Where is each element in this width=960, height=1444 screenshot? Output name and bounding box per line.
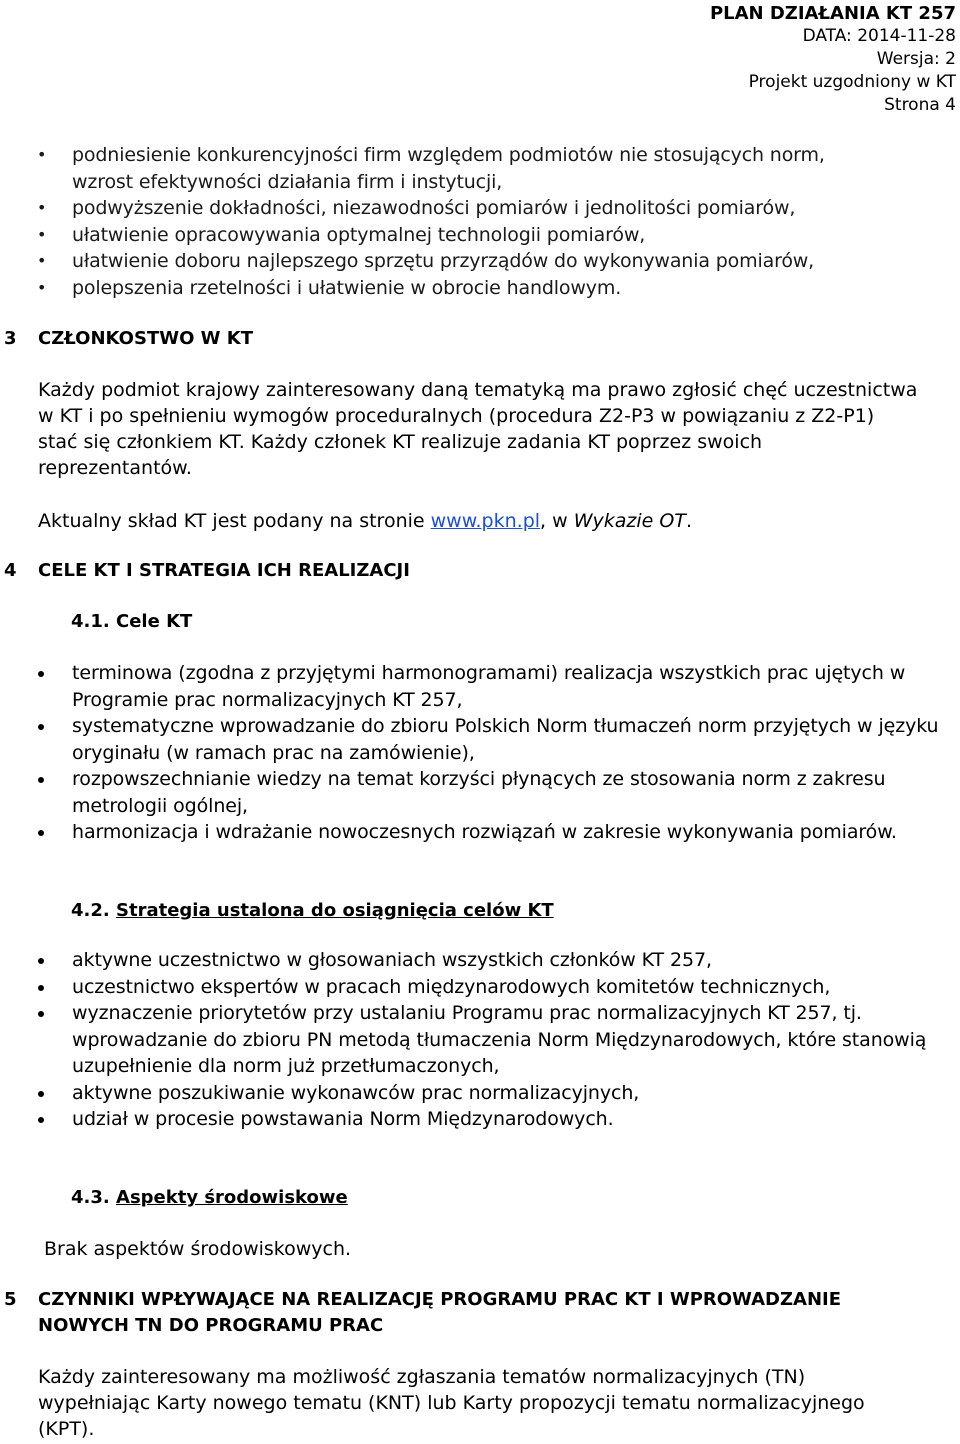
page-header: [710, 2, 956, 117]
list-item: aktywne poszukiwanie wykonawców prac normalizacyjnych,: [36, 1080, 946, 1107]
list-item: rozpowszechnianie wiedzy na temat korzyści płynących ze stosowania norm z zakresu metrologii ogólnej,: [36, 766, 946, 819]
list-item: wzrost efektywności działania firm i instytucji,: [72, 170, 503, 193]
subsection-number: 4.1.: [71, 611, 110, 632]
section-4-heading: [4, 558, 410, 584]
section-number: 5: [4, 1289, 17, 1310]
subsection-title: Aspekty środowiskowe: [116, 1187, 348, 1208]
list-item: harmonizacja i wdrażanie nowoczesnych rozwiązań w zakresie wykonywania pomiarów.: [36, 819, 946, 846]
composition-paragraph: [38, 508, 918, 534]
list-item: • ułatwienie doboru najlepszego sprzętu przyrządów do wykonywania pomiarów,: [36, 248, 946, 275]
wykaz-ot-reference: Wykazie OT: [573, 510, 686, 532]
subsection-4-1-heading: [71, 609, 192, 635]
section-number: 3: [4, 328, 17, 349]
list-item: systematyczne wprowadzanie do zbioru Polskich Norm tłumaczeń norm przyjętych w języku oryginału (w ramach prac na zamówienie),: [36, 713, 946, 766]
pkn-link[interactable]: www.pkn.pl: [430, 510, 541, 532]
list-item: terminowa (zgodna z przyjętymi harmonogramami) realizacja wszystkich prac ujętych w Programie prac normalizacyjnych KT 257,: [36, 660, 946, 713]
document-title: PLAN DZIAŁANIA KT 257: [709, 3, 956, 24]
subsection-number: 4.3.: [71, 1187, 110, 1208]
list-item: • ułatwienie opracowywania optymalnej technologii pomiarów,: [36, 222, 946, 249]
subsection-4-3-heading: [71, 1185, 348, 1211]
composition-prefix: Aktualny skład KT jest podany na stronie: [38, 510, 431, 532]
document-status: Projekt uzgodniony w KT: [748, 72, 956, 92]
strategy-list: [36, 947, 946, 1133]
composition-middle: , w: [540, 510, 574, 532]
page-number: Strona 4: [884, 95, 956, 115]
subsection-number: 4.2.: [71, 900, 110, 921]
goals-list: [36, 660, 946, 846]
benefits-list: [36, 142, 946, 301]
membership-paragraph: Każdy podmiot krajowy zainteresowany daną tematyką ma prawo zgłosić chęć uczestnictwa w KT i po spełnieniu wymogów proceduralnych (procedura Z2-P3 w powiązaniu z Z2-P1) stać się członkiem KT. Każdy członek KT realizuje zadania KT poprzez swoich reprezentantów.: [38, 379, 918, 479]
list-item: aktywne uczestnictwo w głosowaniach wszystkich członków KT 257,: [36, 947, 946, 974]
factors-paragraph: Każdy zainteresowany ma możliwość zgłaszania tematów normalizacyjnych (TN) wypełniając Karty nowego tematu (KNT) lub Karty propozycji tematu normalizacyjnego (KPT).: [38, 1366, 865, 1440]
list-item: • podniesienie konkurencyjności firm względem podmiotów nie stosujących norm,: [36, 142, 946, 169]
section-5-heading: [4, 1287, 904, 1336]
subsection-title: Cele KT: [116, 611, 193, 632]
document-version: Wersja: 2: [876, 49, 956, 69]
list-item: • podwyższenie dokładności, niezawodności pomiarów i jednolitości pomiarów,: [36, 195, 946, 222]
list-item: wyznaczenie priorytetów przy ustalaniu Programu prac normalizacyjnych KT 257, tj. wprowadzanie do zbioru PN metodą tłumaczenia Norm Międzynarodowych, które stanowią uzupełnienie dla norm już przetłumaczonych,: [36, 1000, 946, 1080]
list-item: udział w procesie powstawania Norm Międzynarodowych.: [36, 1106, 946, 1133]
subsection-4-2-heading: [71, 898, 554, 924]
section-number: 4: [4, 560, 17, 581]
subsection-title: Strategia ustalona do osiągnięcia celów KT: [116, 900, 554, 921]
section-title: CZŁONKOSTWO W KT: [38, 328, 253, 349]
section-title: CZYNNIKI WPŁYWAJĄCE NA REALIZACJĘ PROGRAMU PRAC KT I WPROWADZANIE NOWYCH TN DO PROGRAMU PRAC: [38, 1289, 842, 1336]
section-title: CELE KT I STRATEGIA ICH REALIZACJI: [38, 560, 410, 581]
section-3-heading: [4, 326, 253, 352]
list-item: • polepszenia rzetelności i ułatwienie w obrocie handlowym.: [36, 275, 946, 302]
composition-suffix: .: [685, 510, 692, 532]
document-date: DATA: 2014-11-28: [802, 26, 956, 46]
list-item: uczestnictwo ekspertów w pracach międzynarodowych komitetów technicznych,: [36, 974, 946, 1001]
environment-paragraph: Brak aspektów środowiskowych.: [44, 1238, 352, 1260]
